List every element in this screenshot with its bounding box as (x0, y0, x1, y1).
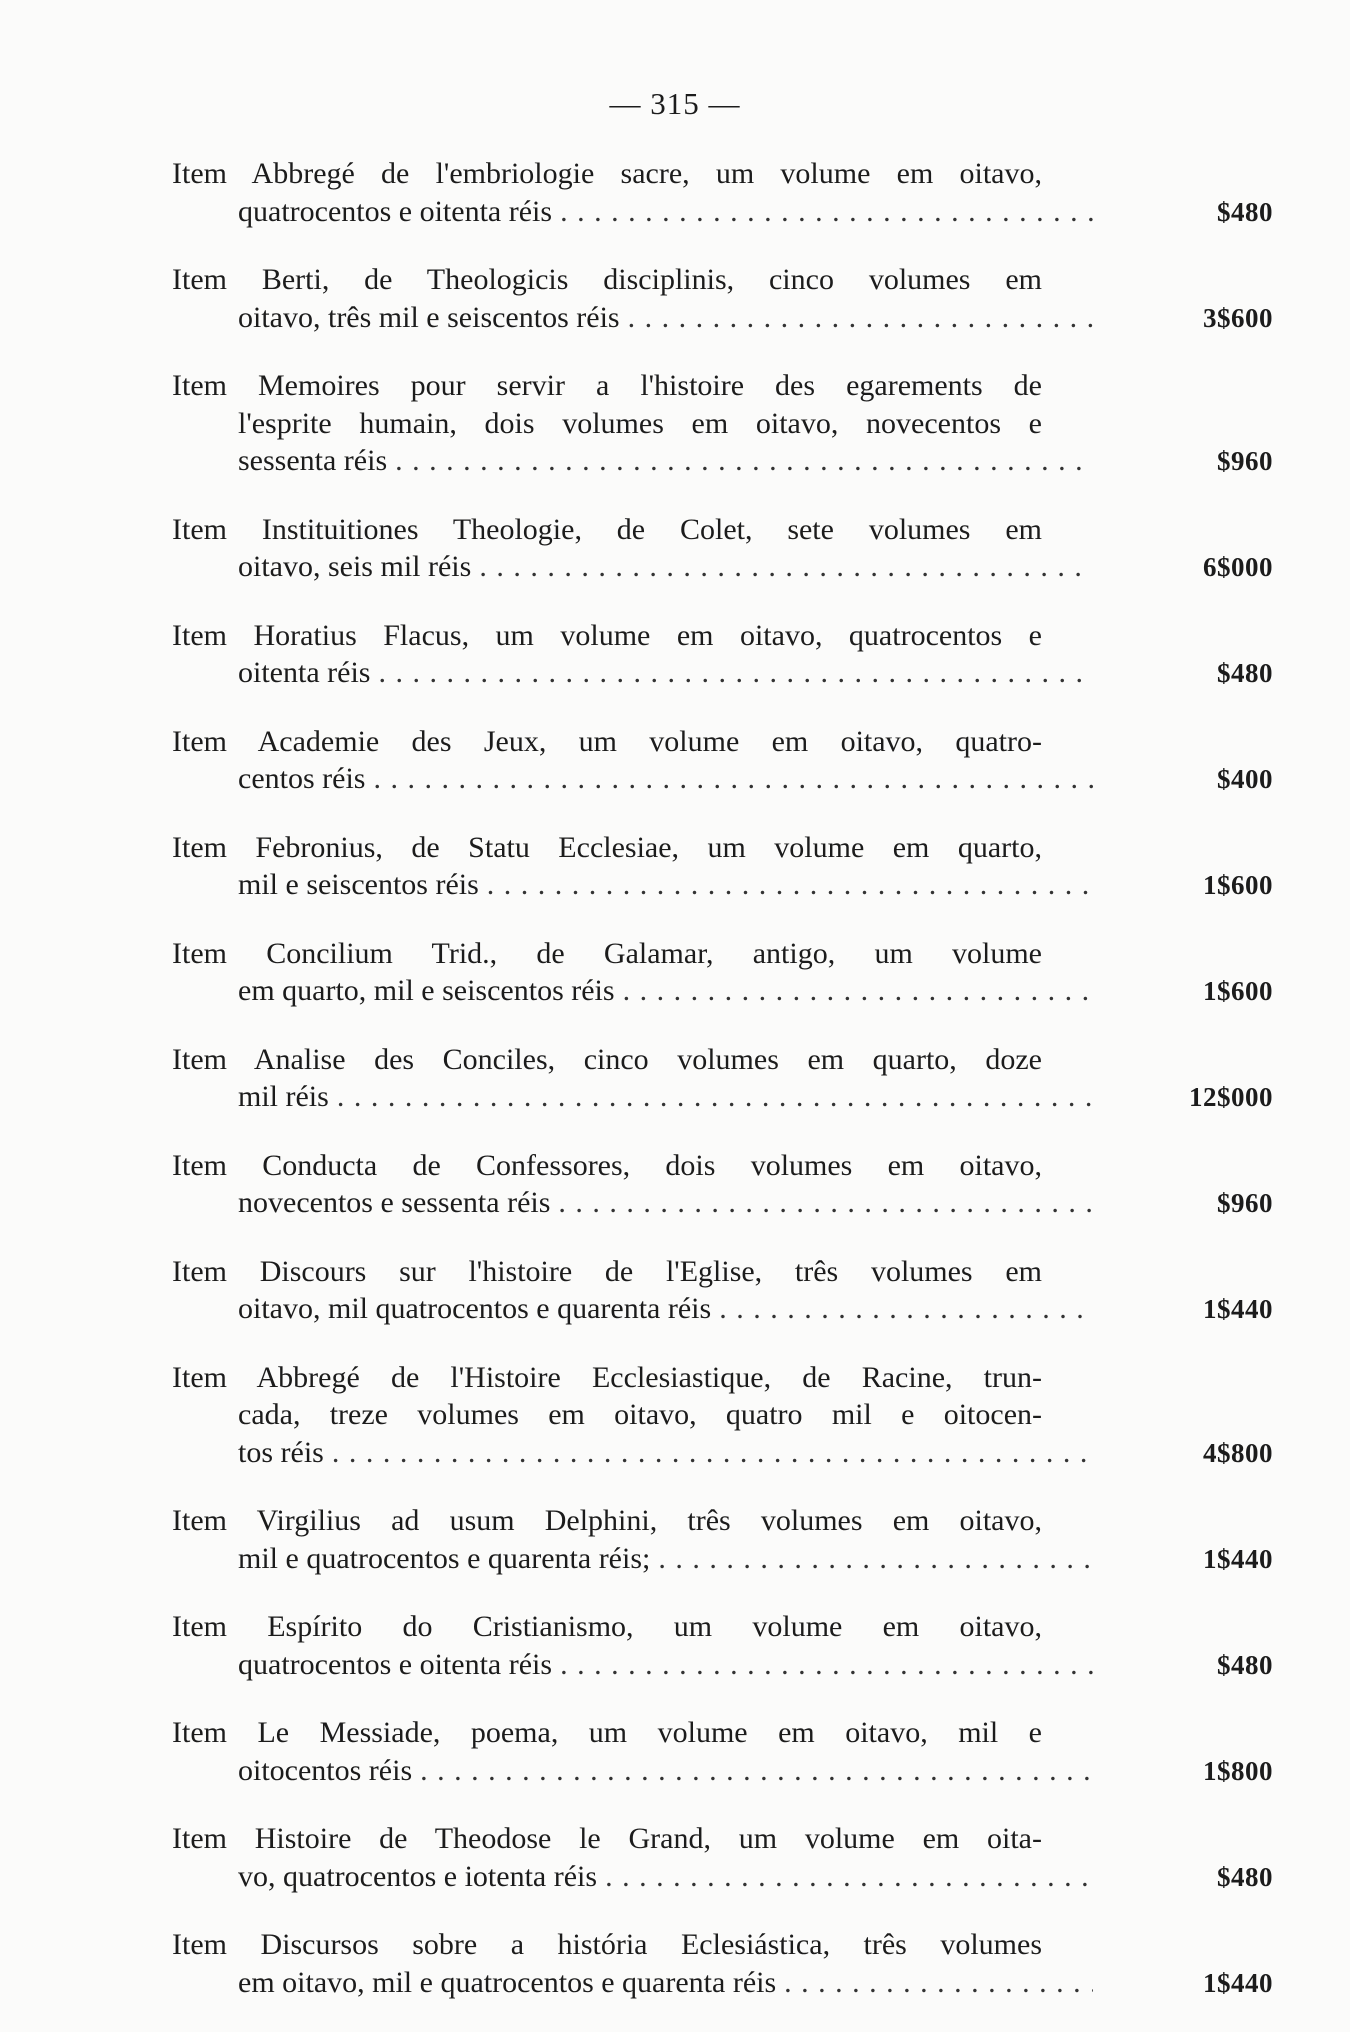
entry-text: Item Virgilius ad usum Delphini, três volumes em oitavo, (172, 1504, 1042, 1537)
inventory-entry (172, 1041, 1273, 1117)
inventory-entry (172, 723, 1273, 799)
entry-text: Item Febronius, de Statu Ecclesiae, um volume em quarto, (172, 830, 1042, 864)
dot-leader (337, 1078, 1093, 1116)
entry-price: 4$800 (1203, 1437, 1273, 1468)
entry-text: mil réis (238, 1080, 329, 1113)
inventory-entry (172, 829, 1273, 905)
entry-price: 1$440 (1203, 1294, 1273, 1324)
entry-text: cada, treze volumes em oitavo, quatro mil e oitocen- (238, 1398, 1042, 1431)
entry-final-line (238, 1078, 1273, 1117)
entry-text: Item Conducta de Confessores, dois volumes em oitavo, (172, 1148, 1042, 1182)
entry-final-line (238, 1646, 1273, 1685)
inventory-list (172, 155, 1273, 2032)
entry-text: l'esprite humain, dois volumes em oitavo, novecentos e (238, 406, 1042, 440)
inventory-entry (172, 367, 1273, 481)
inventory-entry (172, 1253, 1273, 1329)
entry-text: tos réis (238, 1435, 324, 1469)
entry-final-line (238, 1540, 1273, 1579)
entry-text: vo, quatrocentos e iotenta réis (238, 1859, 598, 1893)
entry-text: Item Le Messiade, poema, um volume em oitavo, mil e (172, 1716, 1042, 1749)
entry-final-line (238, 1290, 1273, 1329)
inventory-entry (172, 1820, 1273, 1896)
entry-text: novecentos e sessenta réis (238, 1186, 551, 1219)
inventory-entry (172, 1502, 1273, 1578)
entry-text: oitenta réis (238, 656, 371, 689)
entry-final-line (238, 1184, 1273, 1223)
entry-text: Item Memoires pour servir a l'histoire des egarements de (172, 369, 1042, 402)
entry-final-line (238, 548, 1273, 587)
dot-leader (784, 1964, 1093, 2002)
entry-price: 1$600 (1203, 976, 1273, 1006)
entry-text: Item Analise des Conciles, cinco volumes em quarto, doze (172, 1042, 1042, 1076)
entry-text: sessenta réis (238, 444, 388, 477)
entry-text: em oitavo, mil e quatrocentos e quarenta réis (238, 1965, 777, 1999)
dot-leader (373, 760, 1093, 798)
entry-text: Item Espírito do Cristianismo, um volume em oitavo, (172, 1610, 1042, 1643)
entry-price: $480 (1217, 1861, 1273, 1892)
dot-leader (558, 1184, 1093, 1222)
inventory-entry (172, 617, 1273, 693)
entry-price: 1$440 (1203, 1543, 1273, 1574)
entry-text: oitavo, seis mil réis (238, 550, 472, 583)
entry-final-line (238, 760, 1273, 799)
inventory-entry (172, 1608, 1273, 1684)
entry-final-line (238, 866, 1273, 905)
entry-price: 1$800 (1203, 1755, 1273, 1786)
entry-price: 1$440 (1203, 1967, 1273, 1998)
page-number: — 315 — (609, 86, 741, 121)
dot-leader (378, 654, 1093, 692)
entry-text: quatrocentos e oitenta réis (238, 194, 553, 228)
dot-leader (658, 1540, 1093, 1578)
entry-text: Item Discursos sobre a história Eclesiástica, três volumes (172, 1928, 1042, 1961)
inventory-entry (172, 1359, 1273, 1473)
dot-leader (560, 193, 1093, 231)
dot-leader (420, 1752, 1093, 1790)
entry-price: 1$600 (1203, 870, 1273, 900)
entry-final-line (238, 299, 1273, 338)
entry-text: mil e quatrocentos e quarenta réis; (238, 1541, 651, 1575)
dot-leader (332, 1434, 1093, 1472)
entry-text: Item Academie des Jeux, um volume em oitavo, quatro- (172, 724, 1042, 758)
entry-final-line (238, 193, 1273, 232)
entry-final-line (238, 1964, 1273, 2003)
entry-text: Item Abbregé de l'Histoire Ecclesiastique, de Racine, trun- (172, 1360, 1042, 1394)
inventory-entry (172, 1926, 1273, 2002)
entry-final-line (238, 654, 1273, 693)
entry-text: em quarto, mil e seiscentos réis (238, 974, 615, 1007)
entry-text: Item Instituitiones Theologie, de Colet, sete volumes em (172, 512, 1042, 546)
entry-text: Item Histoire de Theodose le Grand, um volume em oita- (172, 1822, 1042, 1855)
entry-price: $480 (1217, 1649, 1273, 1680)
entry-price: 6$000 (1203, 552, 1273, 582)
inventory-entry (172, 1714, 1273, 1790)
entry-price: $480 (1217, 658, 1273, 688)
entry-text: Item Abbregé de l'embriologie sacre, um volume em oitavo, (172, 157, 1042, 190)
entry-text: quatrocentos e oitenta réis (238, 1647, 553, 1681)
inventory-entry (172, 261, 1273, 337)
dot-leader (719, 1290, 1093, 1328)
entry-final-line (238, 972, 1273, 1011)
entry-price: $960 (1217, 446, 1273, 476)
entry-text: mil e seiscentos réis (238, 868, 479, 901)
entry-price: $400 (1217, 764, 1273, 794)
inventory-entry (172, 511, 1273, 587)
entry-price: 12$000 (1189, 1082, 1273, 1112)
dot-leader (560, 1646, 1093, 1684)
dot-leader (628, 299, 1093, 337)
entry-price: $960 (1217, 1188, 1273, 1218)
dot-leader (605, 1858, 1093, 1896)
entry-price: $480 (1217, 196, 1273, 227)
entry-text: Item Horatius Flacus, um volume em oitavo, quatrocentos e (172, 618, 1042, 652)
entry-final-line (238, 1752, 1273, 1791)
dot-leader (487, 866, 1093, 904)
entry-text: oitavo, mil quatrocentos e quarenta réis (238, 1292, 712, 1325)
entry-text: oitocentos réis (238, 1753, 413, 1787)
entry-text: Item Concilium Trid., de Galamar, antigo, um volume (172, 936, 1042, 970)
entry-final-line (238, 1858, 1273, 1897)
entry-price: 3$600 (1203, 302, 1273, 333)
entry-text: Item Discours sur l'histoire de l'Eglise, três volumes em (172, 1254, 1042, 1288)
inventory-entry (172, 155, 1273, 231)
dot-leader (479, 548, 1093, 586)
entry-final-line (238, 1434, 1273, 1473)
entry-text: Item Berti, de Theologicis disciplinis, cinco volumes em (172, 263, 1042, 296)
dot-leader (395, 442, 1093, 480)
dot-leader (623, 972, 1093, 1010)
entry-text: oitavo, três mil e seiscentos réis (238, 300, 620, 334)
inventory-entry (172, 935, 1273, 1011)
entry-text: centos réis (238, 762, 366, 795)
entry-final-line (238, 442, 1273, 481)
inventory-entry (172, 1147, 1273, 1223)
